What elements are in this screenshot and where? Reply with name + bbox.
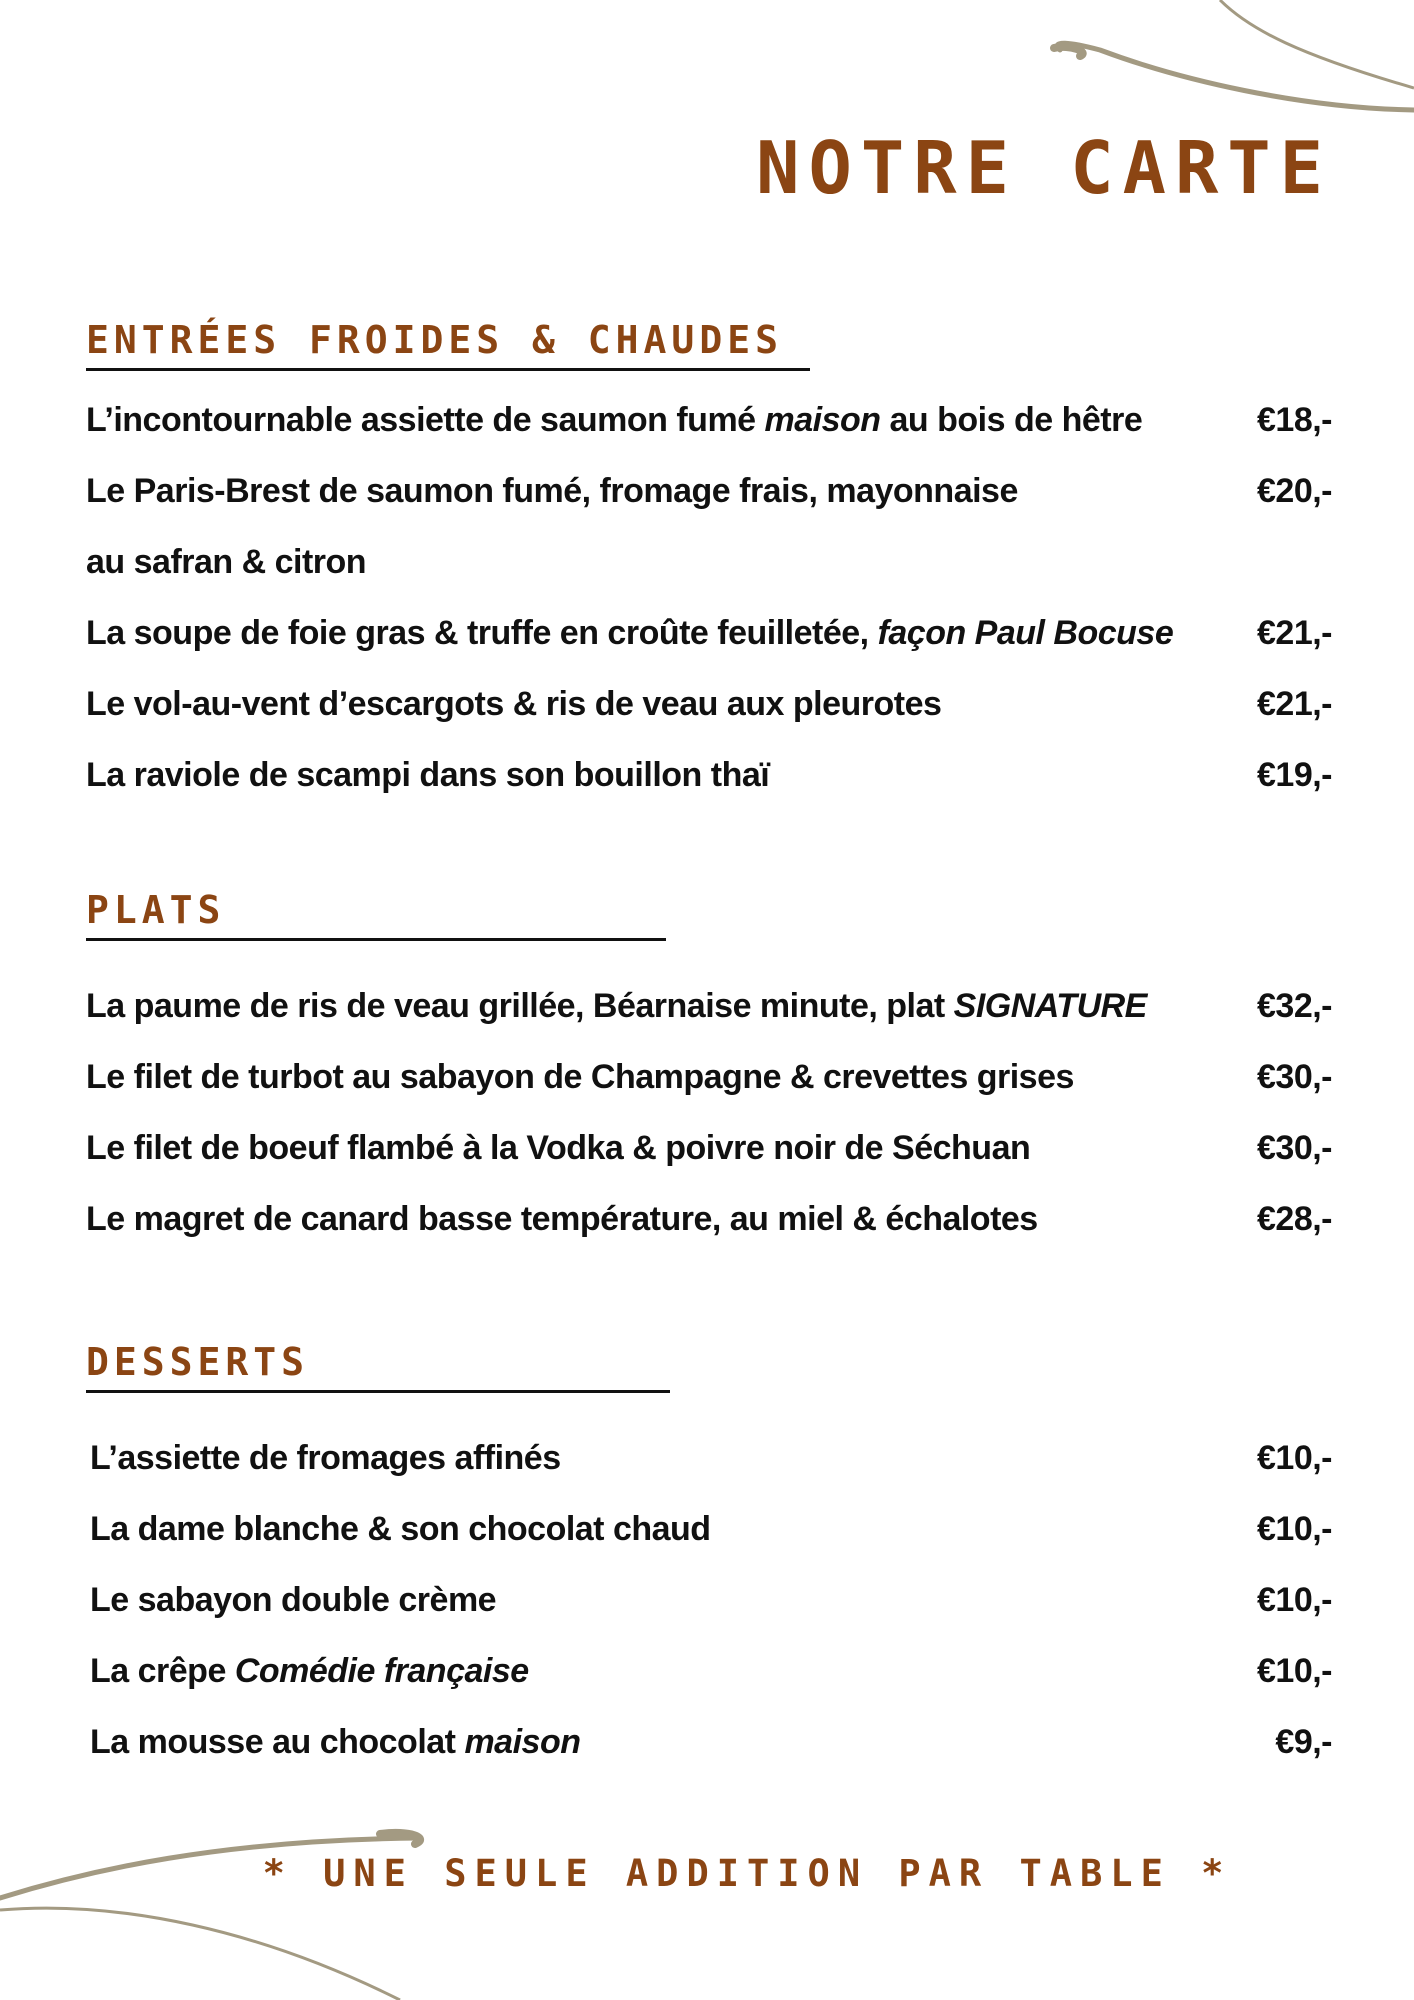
section-entrees bbox=[86, 318, 1332, 811]
menu-item bbox=[86, 971, 1332, 1042]
menu-item bbox=[90, 1494, 1332, 1565]
menu-item-name: La mousse au chocolat maison bbox=[90, 1723, 581, 1761]
menu-item-price: €30,- bbox=[1257, 1129, 1332, 1167]
menu-item bbox=[86, 598, 1332, 669]
menu-item bbox=[86, 456, 1332, 598]
menu-item-name: La dame blanche & son chocolat chaud bbox=[90, 1510, 711, 1548]
page-title: NOTRE CARTE bbox=[756, 126, 1332, 210]
menu-item-price: €9,- bbox=[1275, 1723, 1332, 1761]
menu-item-price: €10,- bbox=[1257, 1510, 1332, 1548]
brush-stroke-bottom-decoration bbox=[0, 1820, 440, 2000]
menu-item-price: €18,- bbox=[1257, 401, 1332, 439]
menu-item-name: La crêpe Comédie française bbox=[90, 1652, 529, 1690]
menu-item bbox=[86, 740, 1332, 811]
menu-item-price: €21,- bbox=[1257, 685, 1332, 723]
menu-item-name: Le sabayon double crème bbox=[90, 1581, 497, 1619]
menu-item-name: Le magret de canard basse température, au miel & échalotes bbox=[86, 1200, 1038, 1238]
menu-item-price: €10,- bbox=[1257, 1581, 1332, 1619]
menu-list-plats bbox=[86, 971, 1332, 1255]
menu-item bbox=[86, 385, 1332, 456]
menu-list-desserts bbox=[86, 1423, 1332, 1778]
menu-item-name: La raviole de scampi dans son bouillon thaï bbox=[86, 756, 770, 794]
menu-item-price: €20,- bbox=[1257, 472, 1332, 510]
menu-item-price: €30,- bbox=[1257, 1058, 1332, 1096]
menu-item-price: €19,- bbox=[1257, 756, 1332, 794]
menu-item-name: La paume de ris de veau grillée, Béarnaise minute, plat SIGNATURE bbox=[86, 987, 1147, 1025]
menu-item bbox=[90, 1707, 1332, 1778]
menu-item bbox=[90, 1565, 1332, 1636]
menu-item-price: €10,- bbox=[1257, 1652, 1332, 1690]
menu-item-price: €10,- bbox=[1257, 1439, 1332, 1477]
menu-item bbox=[86, 1113, 1332, 1184]
section-desserts bbox=[86, 1340, 1332, 1778]
menu-item-name: Le vol-au-vent d’escargots & ris de veau aux pleurotes bbox=[86, 685, 942, 723]
menu-item-name: La soupe de foie gras & truffe en croûte feuilletée, façon Paul Bocuse bbox=[86, 614, 1174, 652]
menu-item-name: L’assiette de fromages affinés bbox=[90, 1439, 561, 1477]
brush-stroke-top-decoration bbox=[1040, 0, 1414, 130]
menu-item bbox=[90, 1636, 1332, 1707]
footer-note: * UNE SEULE ADDITION PAR TABLE * bbox=[262, 1852, 1232, 1895]
section-heading-plats: PLATS bbox=[86, 888, 666, 941]
menu-item bbox=[90, 1423, 1332, 1494]
menu-item bbox=[86, 669, 1332, 740]
section-heading-entrees: ENTRÉES FROIDES & CHAUDES bbox=[86, 318, 810, 371]
menu-item-price: €32,- bbox=[1257, 987, 1332, 1025]
menu-item bbox=[86, 1042, 1332, 1113]
menu-item bbox=[86, 1184, 1332, 1255]
menu-item-name: Le filet de boeuf flambé à la Vodka & poivre noir de Séchuan bbox=[86, 1129, 1031, 1167]
menu-list-entrees bbox=[86, 385, 1332, 811]
menu-item-name: Le Paris-Brest de saumon fumé, fromage frais, mayonnaise au safran & citron bbox=[86, 472, 1018, 581]
menu-item-name: L’incontournable assiette de saumon fumé maison au bois de hêtre bbox=[86, 401, 1143, 439]
section-heading-desserts: DESSERTS bbox=[86, 1340, 670, 1393]
section-plats bbox=[86, 888, 1332, 1255]
menu-item-price: €28,- bbox=[1257, 1200, 1332, 1238]
menu-item-price: €21,- bbox=[1257, 614, 1332, 652]
menu-item-name: Le filet de turbot au sabayon de Champagne & crevettes grises bbox=[86, 1058, 1074, 1096]
